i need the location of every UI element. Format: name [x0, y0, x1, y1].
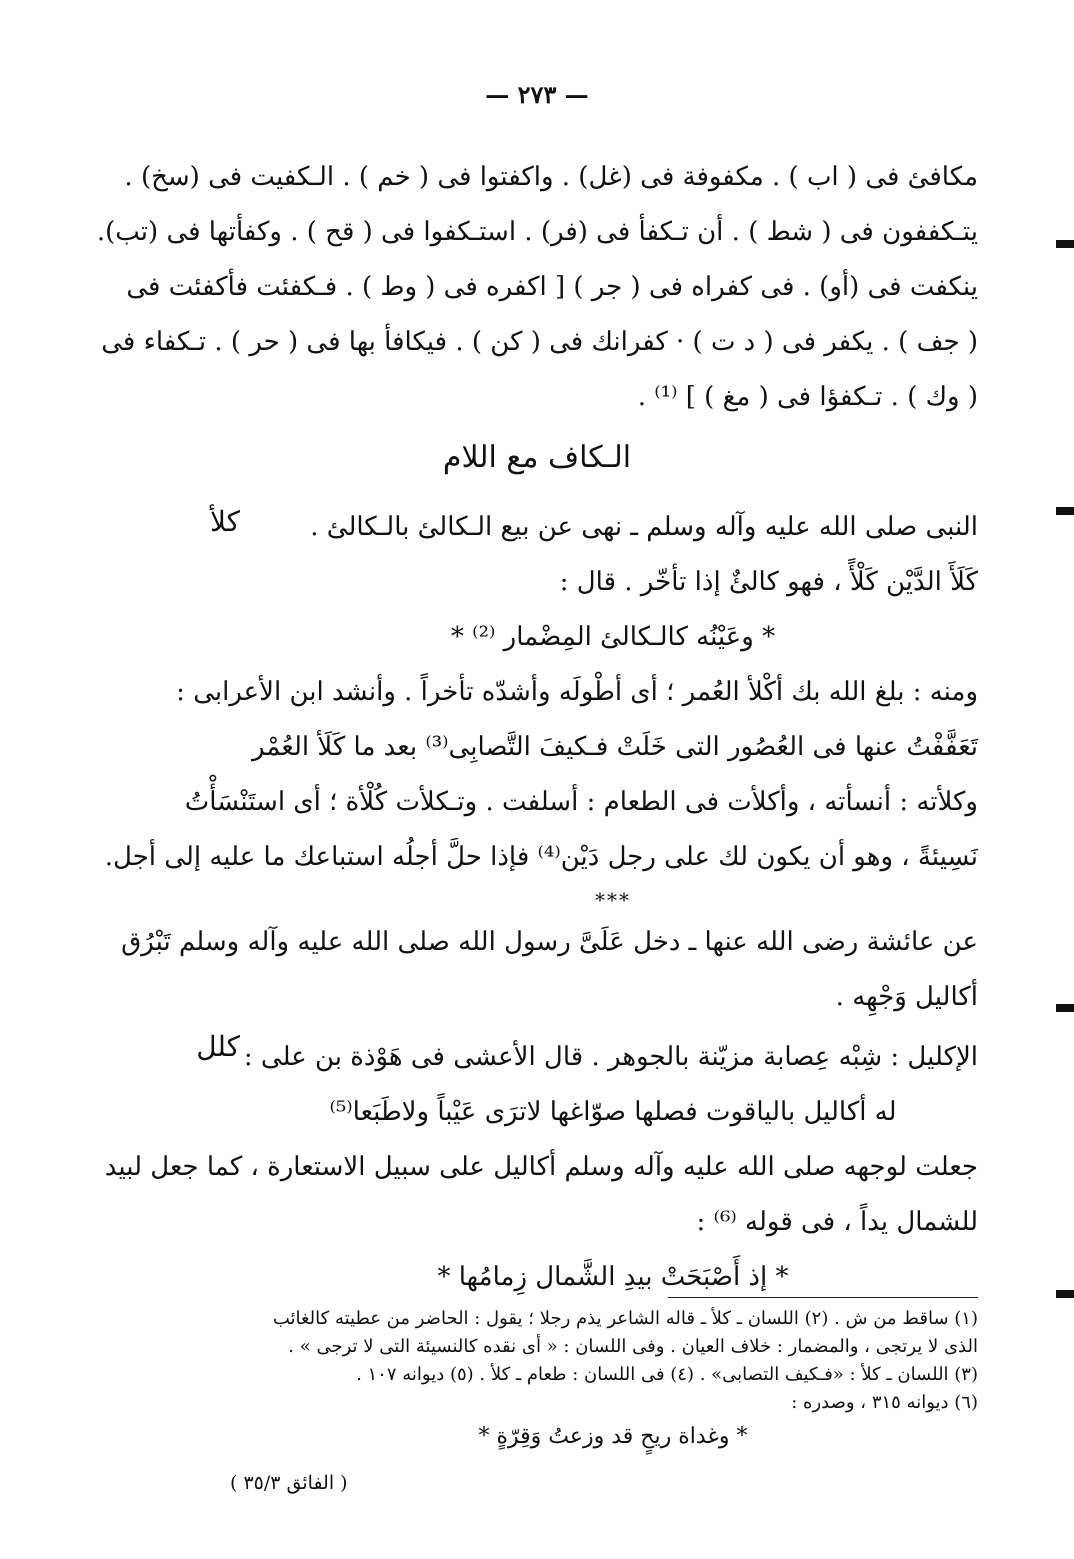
edge-mark: [1056, 1290, 1074, 1298]
verse-line: تَعَفَّفْتُ عنها فى العُصُور التى خَلَتْ فـكيفَ التَّصابِى⁽³⁾ بعد ما كَلَأ العُمْر: [252, 732, 978, 762]
text-line: نَسِيئةً ، وهو أن يكون لك على رجل دَيْن⁽⁴⁾ فإذا حلَّ أجلُه استباعك ما عليه إلى أجل.: [104, 842, 978, 872]
edge-mark: [1056, 507, 1074, 515]
text-line: عن عائشة رضى الله عنها ـ دخل عَلَىَّ رسول الله صلى الله عليه وآله وسلم تَبْرُق: [121, 927, 978, 957]
margin-headword: كلأ: [209, 505, 240, 538]
text-line: ( جف ) . يكفر فى ( د ت ) · كفرانك فى ( كن ) . فيكافأ بها فى ( حر ) . تـكفاء فى: [101, 327, 978, 357]
footnote-line: (٣) اللسان ـ كلأ : «فـكيف التصابى» . (٤) فى اللسان : طعام ـ كلأ . (٥) ديوانه ١٠٧ .: [356, 1364, 978, 1385]
text-line: للشمال يداً ، فى قوله ⁽⁶⁾ :: [696, 1207, 978, 1237]
text-line: يتـكففون فى ( شط ) . أن تـكفأ فى (فر) . استـكفوا فى ( قح ) . وكفأتها فى (تب).: [96, 217, 978, 247]
text-line: جعلت لوجهه صلى الله عليه وآله وسلم أكاليل على سبيل الاستعارة ، كما جعل لبيد: [104, 1152, 978, 1182]
footnote-line: الذى لا يرتجى ، والمضمار : خلاف العيان . وفى اللسان : « أى نقده كالنسيئة التى لا ترجى » .: [288, 1336, 978, 1357]
verse-line: * إذ أَصْبَحَتْ بيدِ الشَّمال زِمامُها *: [437, 1262, 789, 1292]
text-line: ينكفت فى (أو) . فى كفراه فى ( جر ) [ اكفره فى ( وط ) . فـكفئت فأكفئت فى: [126, 272, 978, 302]
text-line: وكلأته : أنسأته ، وأكلأت فى الطعام : أسلفت . وتـكلأت كُلْأة ؛ أى استَنْسَأْتُ: [184, 787, 978, 817]
page-number: — ٢٧٣ —: [485, 80, 589, 109]
top-paragraph: [96, 150, 978, 425]
text-line: أكاليل وَجْهِه .: [835, 982, 978, 1012]
text-line: ومنه : بلغ الله بك أكْلأ العُمر ؛ أى أطْولَه وأشدّه تأخراً . وأنشد ابن الأعرابى :: [176, 677, 978, 707]
separator-stars: ***: [595, 888, 631, 912]
text-line: النبى صلى الله عليه وآله وسلم ـ نهى عن بيع الـكالئ بالـكالئ .: [310, 512, 978, 542]
text-line: كَلَأَ الدَّيْن كَلْأً ، فهو كالئٌ إذا تأخّر . قال :: [559, 567, 978, 597]
edge-mark: [1056, 240, 1074, 248]
footnote-rule: [668, 1297, 978, 1298]
page-footer: ( الفائق ٣٥/٣ ): [230, 1472, 348, 1494]
text-line: ( وك ) . تـكفؤا فى ( مغ ) ] ⁽¹⁾ .: [637, 382, 978, 412]
section-heading: الـكاف مع اللام: [442, 440, 632, 475]
footnote-line: (١) ساقط من ش . (٢) اللسان ـ كلأ ـ قاله الشاعر يذم رجلا ؛ يقول : الحاضر من عطيته كالغائب: [272, 1308, 978, 1329]
verse-line: له أكاليل بالياقوت فصلها صوّاغها لاترَى عَيْباً ولاطَبَعا⁽⁵⁾: [329, 1097, 897, 1127]
footnotes: [248, 1305, 978, 1451]
text-line: الإكليل : شِبْه عِصابة مزيّنة بالجوهر . قال الأعشى فى هَوْذة بن على :: [243, 1042, 978, 1072]
footnote-line: (٦) ديوانه ٣١٥ ، وصدره :: [791, 1392, 978, 1413]
verse-line: * وعَيْنُه كالـكالئ المِضْمار ⁽²⁾ *: [450, 622, 776, 652]
margin-headword: كلل: [196, 1030, 240, 1063]
footnote-verse: * وغداة ريحٍ قد وزعتُ وَقِرّةٍ *: [478, 1424, 748, 1449]
section-kala: [104, 500, 978, 1025]
text-line: مكافئ فى ( اب ) . مكفوفة فى (غل) . واكفتوا فى ( خم ) . الـكفيت فى (سخ) .: [124, 162, 978, 192]
edge-mark: [1056, 1004, 1074, 1012]
